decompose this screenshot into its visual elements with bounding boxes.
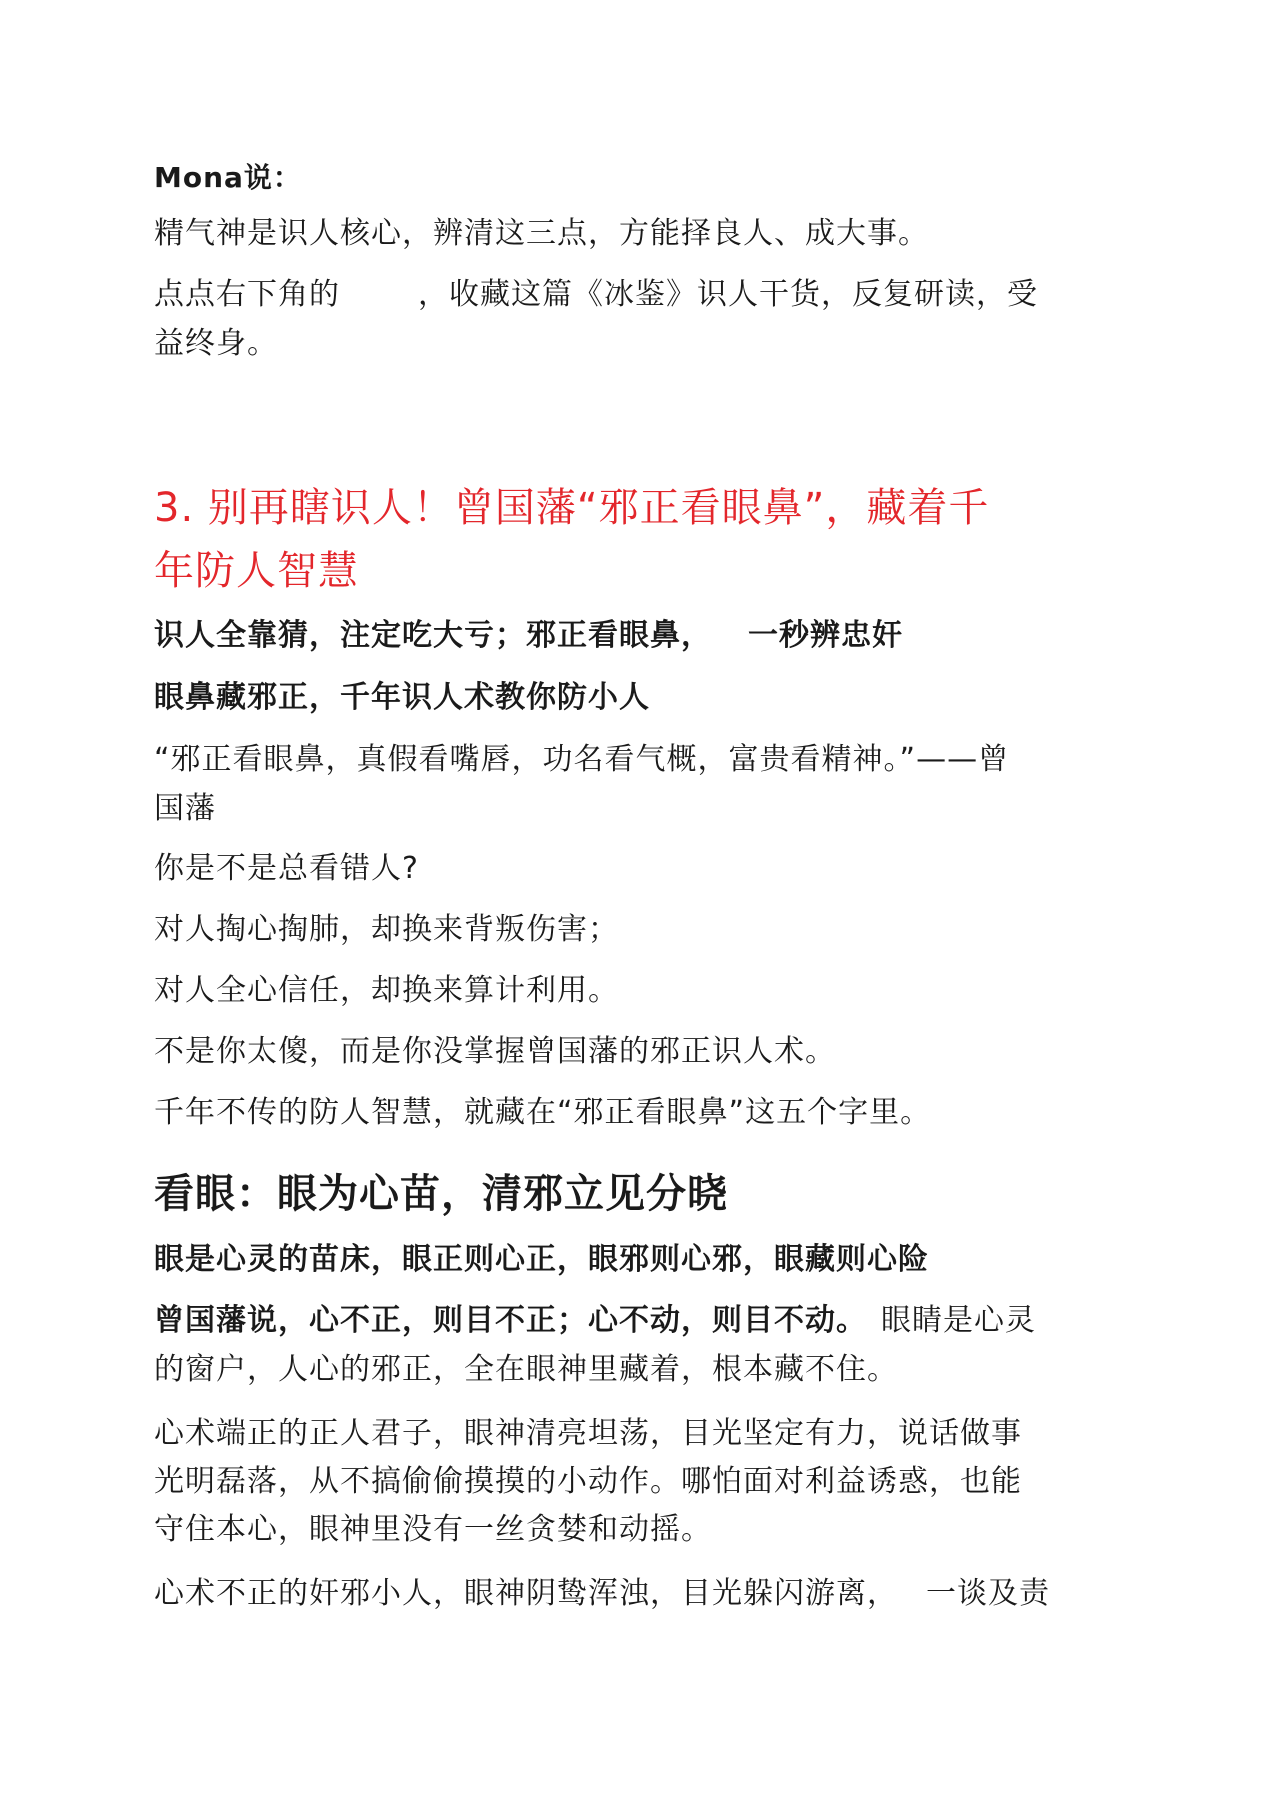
eyes-para2-part-a: 心术不正的奸邪小人，眼神阴鸷浑浊，目光躲闪游离，: [154, 1576, 898, 1611]
paragraph-1: 你是不是总看错人?: [154, 851, 419, 886]
eyes-para1-line1: 心术端正的正人君子，眼神清亮坦荡，目光坚定有力，说话做事: [154, 1416, 1022, 1451]
intro-cta-continued: 益终身。: [154, 326, 278, 361]
eyes-lead: 眼是心灵的苗床，眼正则心正，眼邪则心邪，眼藏则心险: [154, 1242, 929, 1277]
intro-cta-part1: 点点右下角的: [154, 277, 340, 312]
subtitle-1: [154, 612, 903, 660]
subtitle-2: 眼鼻藏邪正，千年识人术教你防小人: [154, 680, 650, 715]
eyes-para1-line2: 光明磊落，从不搞偷偷摸摸的小动作。哪怕面对利益诱惑，也能: [154, 1464, 1022, 1499]
subtitle-1-part-a: 识人全靠猜，注定吃大亏；邪正看眼鼻，: [154, 618, 712, 653]
eyes-quote-continued: 的窗户，人心的邪正，全在眼神里藏着，根本藏不住。: [154, 1352, 898, 1387]
paragraph-2: 对人掏心掏肺，却换来背叛伤害；: [154, 912, 619, 947]
eyes-para2-part-b: 一谈及责: [926, 1576, 1050, 1611]
quote-line1: “邪正看眼鼻，真假看嘴唇，功名看气概，富贵看精神。”——曾: [154, 742, 1010, 777]
intro-cta-line: [154, 271, 1038, 319]
eyes-para1-line3: 守住本心，眼神里没有一丝贪婪和动摇。: [154, 1512, 712, 1547]
section-title-line2: 年防人智慧: [154, 548, 359, 594]
quote-line2: 国藩: [154, 791, 216, 826]
eyes-quote-rest: 眼睛是心灵: [881, 1303, 1036, 1338]
intro-cta-part2: ，收藏这篇《冰鉴》识人干货，反复研读，受: [418, 277, 1038, 312]
eyes-heading: 看眼：眼为心苗，清邪立见分晓: [154, 1171, 728, 1217]
intro-summary: 精气神是识人核心，辨清这三点，方能择良人、成大事。: [154, 216, 929, 251]
paragraph-4: 不是你太傻，而是你没掌握曾国藩的邪正识人术。: [154, 1034, 836, 1069]
eyes-para2-line: [154, 1570, 1050, 1618]
eyes-quote-line: [154, 1297, 1036, 1345]
section-title-line1: 3. 别再瞎识人！曾国藩“邪正看眼鼻”，藏着千: [154, 485, 990, 531]
speaker-label: Mona说：: [154, 161, 302, 194]
subtitle-1-part-b: 一秒辨忠奸: [748, 618, 903, 653]
paragraph-3: 对人全心信任，却换来算计利用。: [154, 973, 619, 1008]
paragraph-5: 千年不传的防人智慧，就藏在“邪正看眼鼻”这五个字里。: [154, 1095, 932, 1130]
eyes-quote-bold: 曾国藩说，心不正，则目不正；心不动，则目不动。: [154, 1303, 867, 1338]
